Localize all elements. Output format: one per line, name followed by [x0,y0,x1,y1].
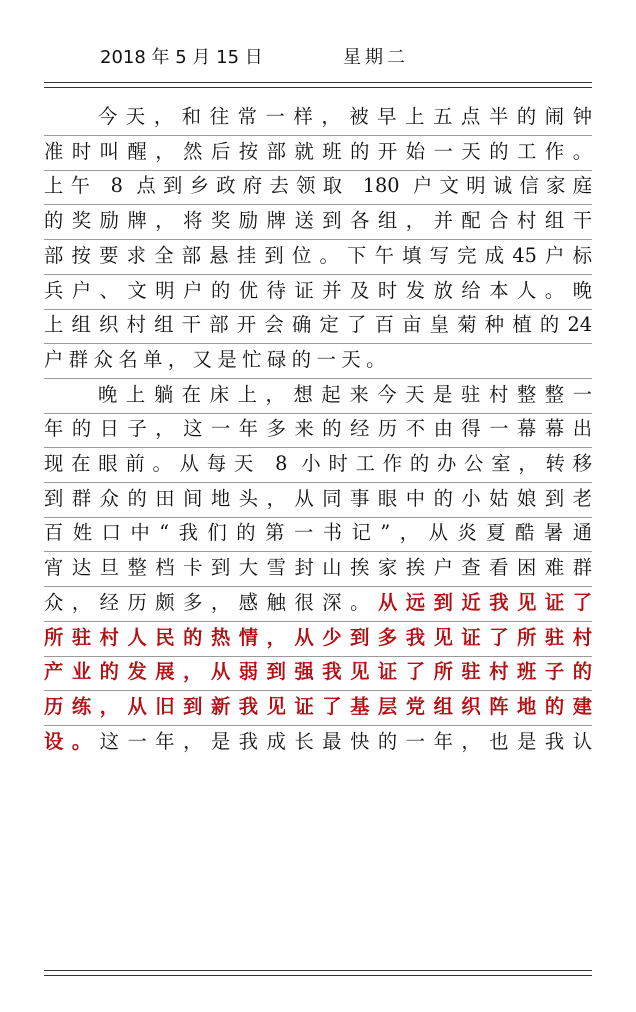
diary-line [44,516,592,550]
line-text: 众，经历颇多，感触很深。 [44,590,378,614]
diary-line [44,239,592,273]
line-text: 这一年，是我成长最快的一年，也是我认 [99,729,592,753]
highlighted-text: 设。 [44,729,100,753]
diary-date: 2018 年 5 月 15 日 [100,47,263,68]
highlighted-text: 所驻村人民的热情，从少到多我见证了所驻村 [44,625,592,649]
diary-weekday: 星期二 [343,47,409,68]
diary-line [44,447,592,481]
line-text: 户群众名单，又是忙碌的一天。 [44,347,391,371]
diary-line [44,655,592,689]
line-text: 今天，和往常一样，被早上五点半的闹钟 [98,105,592,128]
line-text: 宵达旦整档卡到大雪封山挨家挨户查看困难群 [44,556,592,580]
line-text: 上午 8 点到乡政府去领取 180 户文明诚信家庭 [44,174,592,198]
diary-line [44,169,592,203]
highlighted-text: 产业的发展，从弱到强我见证了所驻村班子的 [44,660,592,684]
line-text: 准时叫醒，然后按部就班的开始一天的工作。 [44,139,592,163]
highlighted-text: 历练，从旧到新我见证了基层党组织阵地的建 [44,694,592,718]
line-text: 百姓口中“我们的第一书记”，从炎夏酷暑通 [44,521,592,545]
diary-line [44,135,592,169]
diary-line [44,551,592,585]
diary-body [44,0,592,1012]
diary-line [44,343,592,377]
footer-rule-top [44,970,592,971]
diary-line [44,204,592,238]
diary-line [44,100,592,134]
line-text: 兵户、文明户的优待证并及时发放给本人。晚 [44,278,592,302]
line-text: 部按要求全部悬挂到位。下午填写完成45户标 [44,243,592,267]
diary-line [44,690,592,724]
diary-line [44,308,592,342]
diary-line [44,621,592,655]
diary-line [44,482,592,516]
line-text: 上组织村组干部开会确定了百亩皇菊种植的24 [44,313,592,337]
line-text: 年的日子，这一年多来的经历不由得一幕幕出 [44,417,592,441]
diary-line [44,725,592,759]
highlighted-text: 从远到近我见证了 [377,590,592,614]
diary-line [44,274,592,308]
diary-line [44,378,592,412]
line-text: 现在眼前。从每天 8 小时工作的办公室，转移 [44,452,592,475]
footer-rule-bottom [44,975,592,976]
diary-line [44,412,592,446]
line-text: 的奖励牌，将奖励牌送到各组，并配合村组干 [44,209,592,233]
line-text: 晚上躺在床上，想起来今天是驻村整整一 [98,382,592,406]
diary-line [44,586,592,620]
line-text: 到群众的田间地头，从同事眼中的小姑娘到老 [44,486,592,510]
